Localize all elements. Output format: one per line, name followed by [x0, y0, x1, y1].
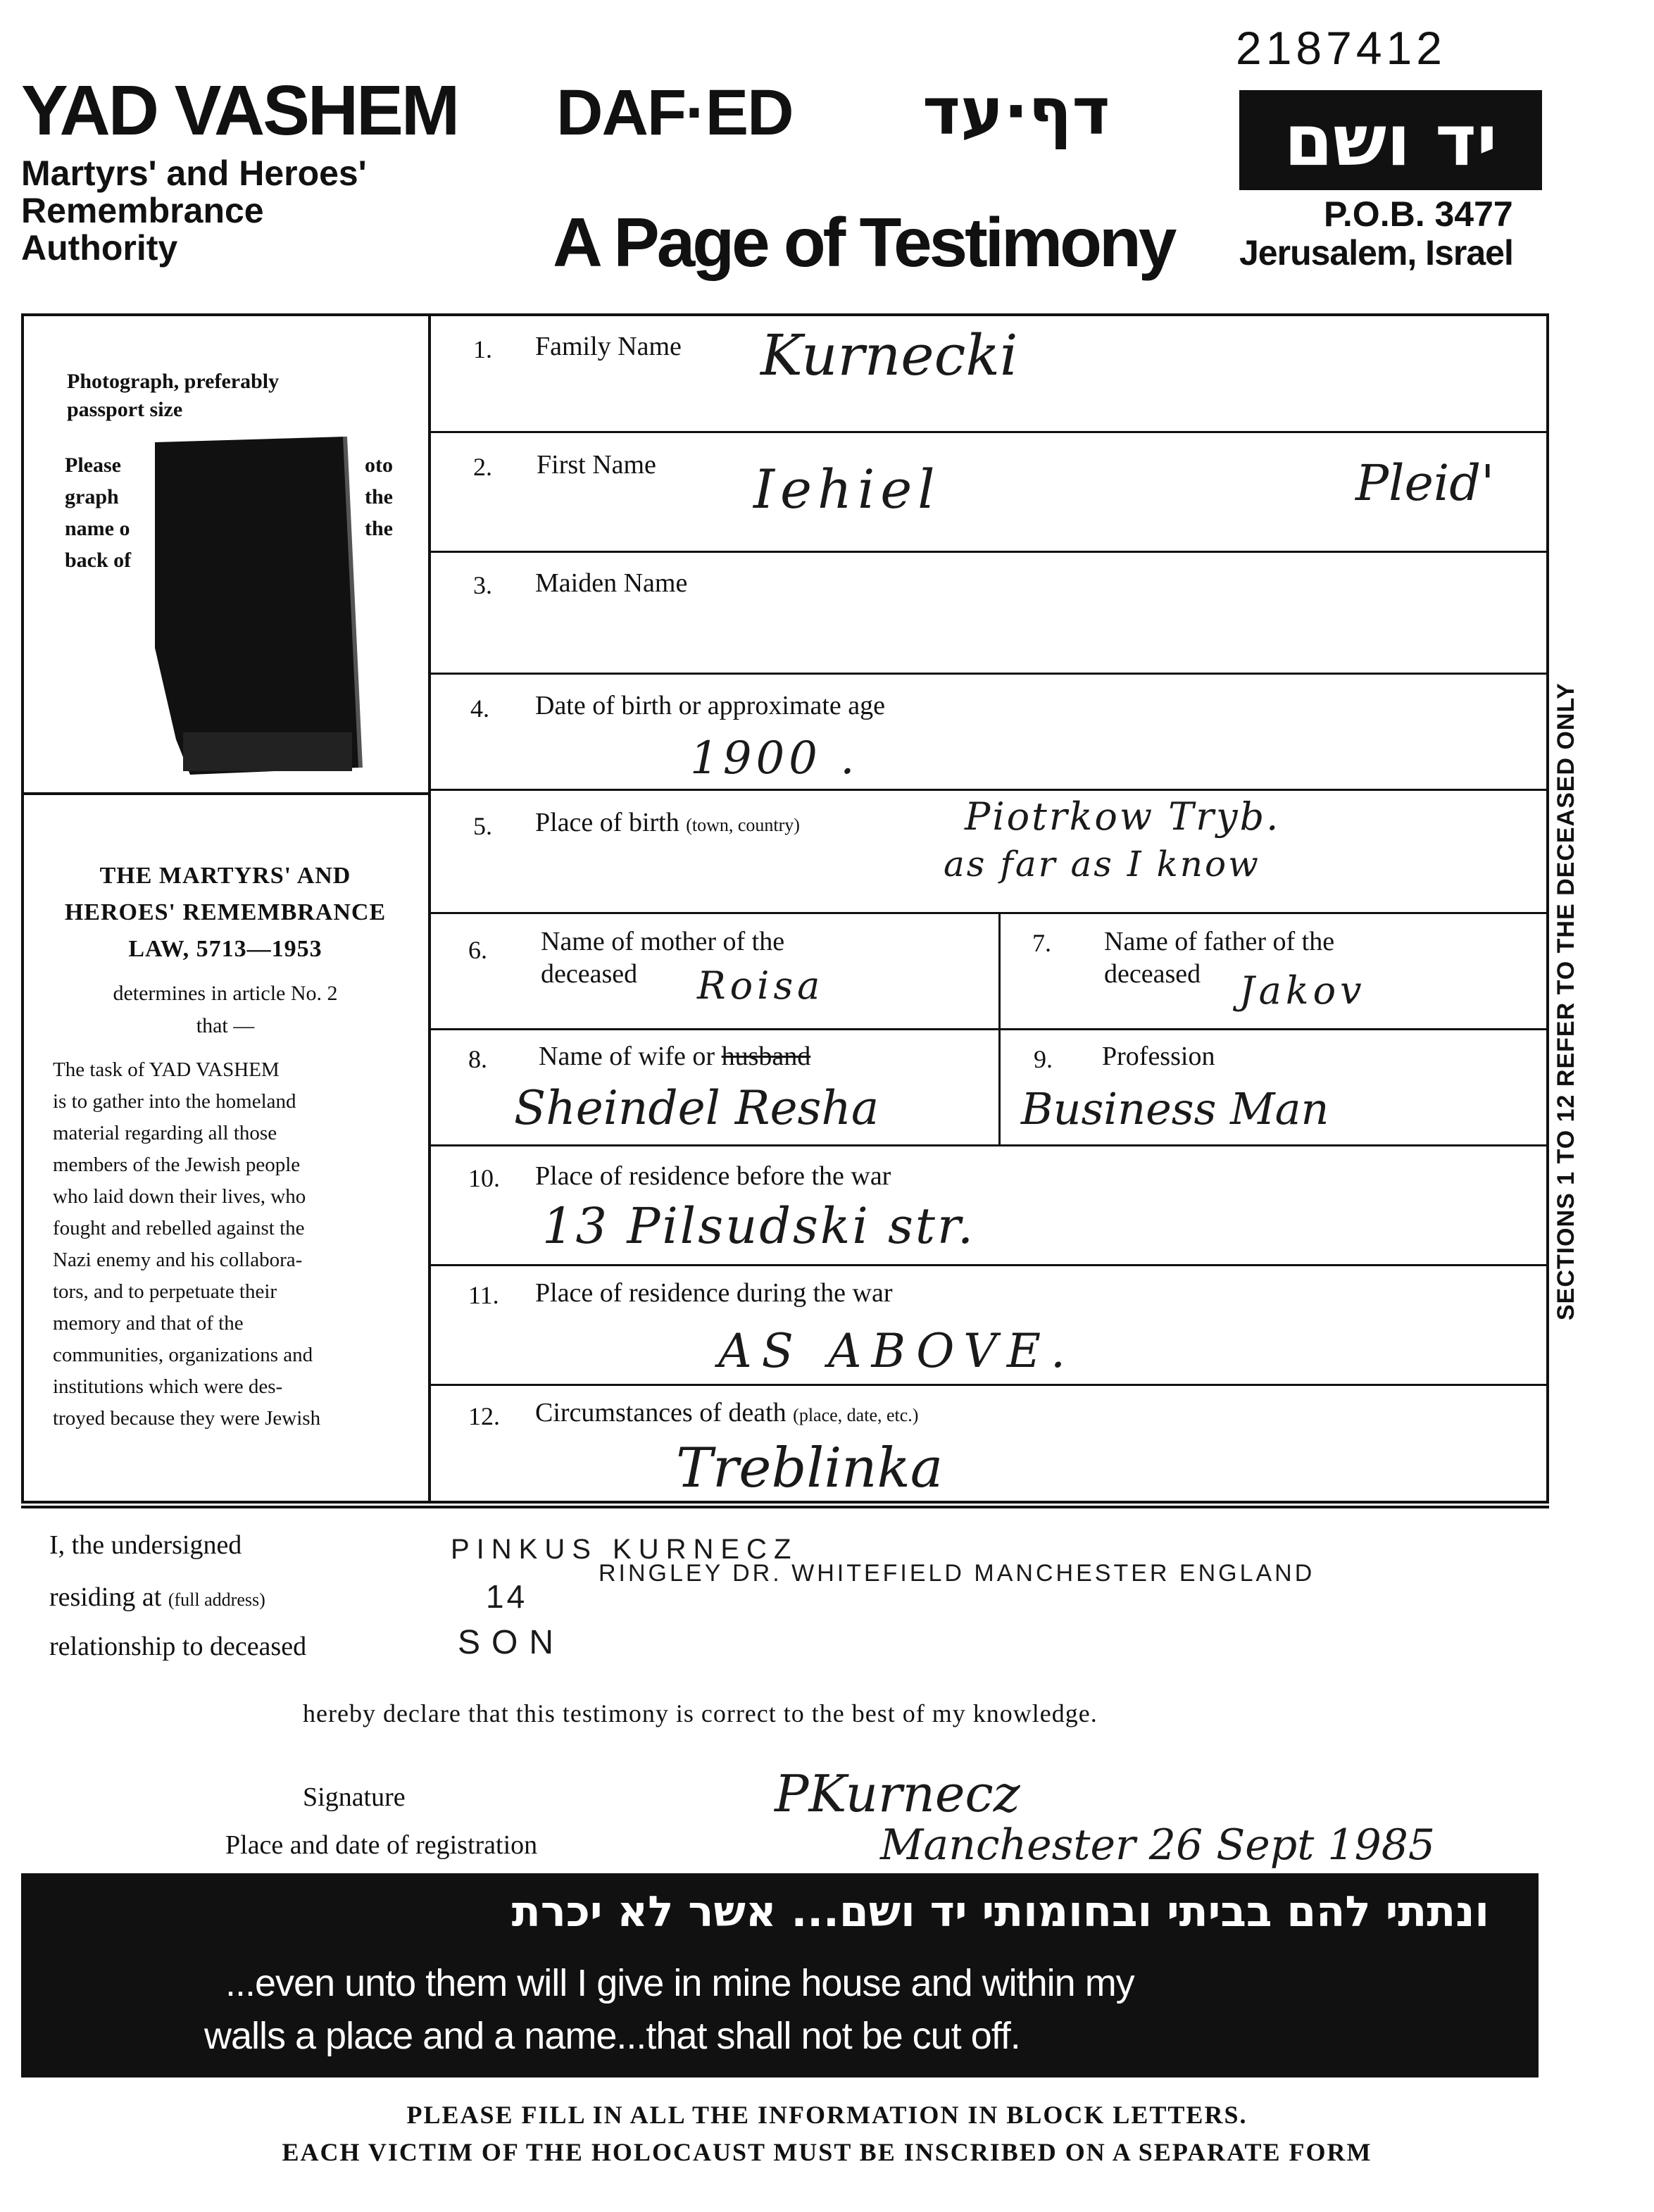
field-12-number: 12.: [468, 1402, 500, 1430]
address-label: residing at (full address): [49, 1582, 265, 1612]
law-subtitle: determines in article No. 2 that —: [113, 982, 338, 1037]
side-note: SECTIONS 1 TO 12 REFER TO THE DECEASED ONLY: [1553, 682, 1579, 1320]
family-name-value[interactable]: Kurnecki: [760, 323, 1018, 388]
field-9-number: 9.: [1034, 1045, 1053, 1073]
field-8-label: Name of wife or husband: [539, 1042, 811, 1071]
yad-vashem-logo: יד ושם: [1239, 90, 1542, 190]
field-12-label: Circumstances of death (place, date, etc.): [535, 1398, 919, 1427]
field-5-number: 5.: [473, 812, 492, 840]
row-line: [21, 1506, 1549, 1508]
registration-label: Place and date of registration: [225, 1830, 538, 1860]
row-line: [431, 912, 1549, 914]
banner-line-1: ...even unto them will I give in mine house and within my: [225, 1962, 1134, 2004]
redacted-photo: [134, 437, 373, 778]
field-4-number: 4.: [470, 694, 489, 723]
city: Jerusalem, Israel: [1239, 233, 1513, 273]
mother-name-value[interactable]: Roisa: [697, 963, 825, 1008]
row-line: [431, 551, 1549, 553]
field-8-number: 8.: [468, 1045, 487, 1073]
field-3-label: Maiden Name: [535, 568, 688, 598]
pob: P.O.B. 3477: [1324, 194, 1513, 234]
residence-during-value[interactable]: AS ABOVE.: [718, 1324, 1076, 1378]
photo-law-divider: [21, 792, 430, 795]
field-11-number: 11.: [468, 1281, 499, 1309]
banner-line-2: walls a place and a name...that shall not be cut off.: [204, 2015, 1020, 2057]
field-4-label: Date of birth or approximate age: [535, 691, 885, 720]
first-name-extra[interactable]: Pleid': [1355, 454, 1495, 512]
address-number[interactable]: 14: [486, 1578, 528, 1615]
field-2-number: 2.: [473, 453, 492, 481]
row-line: [431, 431, 1549, 433]
banner-hebrew: ונתתי להם בביתי ובחומותי יד ושם... אשר לא יכרת: [511, 1887, 1489, 1937]
row-line: [431, 1028, 1549, 1030]
field-9-label: Profession: [1102, 1042, 1215, 1071]
field-10-number: 10.: [468, 1164, 500, 1192]
org-name: YAD VASHEM: [21, 71, 458, 150]
quote-banner: [21, 1873, 1539, 2077]
row-line: [431, 1144, 1549, 1146]
father-name-value[interactable]: Jakov: [1239, 968, 1366, 1013]
footer-line-2: EACH VICTIM OF THE HOLOCAUST MUST BE INSCRIBED ON A SEPARATE FORM: [282, 2138, 1372, 2166]
declaration-statement: hereby declare that this testimony is correct to the best of my knowledge.: [303, 1699, 1098, 1727]
field-6-label: Name of mother of the deceased: [541, 927, 785, 989]
signature-label: Signature: [303, 1782, 406, 1812]
first-name-value[interactable]: Iehiel: [753, 458, 941, 520]
row-line: [431, 673, 1549, 675]
photo-instructions: Photograph, preferably passport size: [67, 370, 280, 421]
cell-divider: [998, 1030, 1001, 1144]
row-line: [431, 1384, 1549, 1386]
spouse-name-value[interactable]: Sheindel Resha: [514, 1081, 879, 1135]
field-10-label: Place of residence before the war: [535, 1161, 891, 1191]
field-1-number: 1.: [473, 335, 492, 363]
daf-ed-hebrew: דף·עד: [922, 74, 1110, 149]
photo-instructions-right: oto the the: [365, 454, 393, 540]
law-title: THE MARTYRS' AND HEROES' REMEMBRANCE LAW, 5713—1953: [64, 863, 387, 962]
document-number: 2187412: [1236, 22, 1446, 74]
undersigned-label: I, the undersigned: [49, 1530, 242, 1560]
birth-place-value[interactable]: Piotrkow Tryb.: [965, 794, 1281, 839]
undersigned-value[interactable]: PINKUS KURNECZ: [451, 1534, 798, 1565]
page-title: A Page of Testimony: [553, 204, 1174, 281]
field-2-label: First Name: [537, 450, 656, 480]
footer-line-1: PLEASE FILL IN ALL THE INFORMATION IN BLOCK LETTERS.: [406, 2101, 1248, 2129]
residence-before-value[interactable]: 13 Pilsudski str.: [542, 1197, 976, 1255]
cell-divider: [998, 914, 1001, 1028]
row-line: [431, 1264, 1549, 1266]
field-11-label: Place of residence during the war: [535, 1278, 893, 1308]
death-circumstances-value[interactable]: Treblinka: [676, 1437, 944, 1500]
photo-instructions-left: Please graph name o back of: [65, 454, 132, 572]
address-value[interactable]: RINGLEY DR. WHITEFIELD MANCHESTER ENGLAND: [599, 1560, 1315, 1587]
birth-date-value[interactable]: 1900 .: [690, 732, 859, 785]
field-7-label: Name of father of the deceased: [1104, 927, 1335, 989]
signature-value[interactable]: PKurnecz: [775, 1764, 1020, 1823]
profession-value[interactable]: Business Man: [1021, 1083, 1329, 1135]
field-3-number: 3.: [473, 571, 492, 599]
field-7-number: 7.: [1032, 929, 1051, 957]
field-5-label: Place of birth (town, country): [535, 808, 800, 837]
row-line: [431, 789, 1549, 791]
column-divider: [428, 313, 431, 1504]
relationship-label: relationship to deceased: [49, 1632, 307, 1661]
birth-place-note[interactable]: as far as I know: [944, 844, 1260, 885]
field-6-number: 6.: [468, 936, 487, 964]
org-subtitle: Martyrs' and Heroes' Remembrance Authority: [21, 154, 367, 268]
law-text: The task of YAD VASHEM is to gather into the homeland material regarding all those members of the Jewish people who laid down their lives, who fought and rebelled against the Nazi enemy and his collabora- tors, and to perpetuate their memory and that of the communities, organizations and institutions which were des- troyed because they were Jewish: [53, 1058, 321, 1430]
field-1-label: Family Name: [535, 332, 682, 361]
relationship-value[interactable]: SON: [458, 1624, 565, 1661]
daf-ed-title: DAF·ED: [556, 77, 793, 149]
registration-value[interactable]: Manchester 26 Sept 1985: [880, 1820, 1436, 1870]
